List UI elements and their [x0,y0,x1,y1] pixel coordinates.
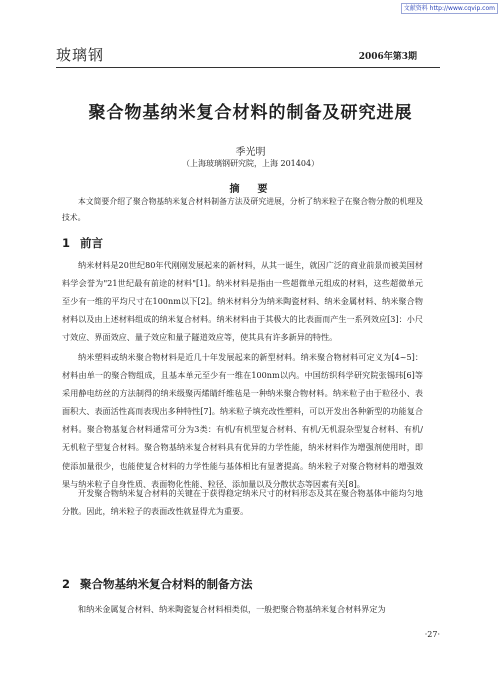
section-2-heading [62,576,253,592]
journal-name: 玻璃钢 [56,46,105,64]
watermark-stamp: 文献资料 http://www.cqvip.com [401,3,498,14]
section-2-title: 聚合物基纳米复合材料的制备方法 [80,577,253,591]
section-1-heading [62,235,103,251]
section-2-paragraph-1: 和纳米金属复合材料、纳米陶瓷复合材料相类似，一般把聚合物基纳米复合材料界定为 [78,604,386,614]
issue-label: 2006年第3期 [358,52,417,62]
section-1-number: 1 [62,236,71,250]
section-1-title: 前言 [80,236,103,250]
abstract-heading: 摘 要 [229,184,272,195]
section-2-number: 2 [62,577,71,591]
author-affiliation: （上海玻璃钢研究院，上海 201404） [181,159,320,168]
paper-title: 聚合物基纳米复合材料的制备及研究进展 [88,103,413,123]
abstract-text: 本文简要介绍了聚合物基纳米复合材料制备方法及研究进展，分析了纳米粒子在聚合物分散的机理及技术。 [62,197,423,222]
section-1-paragraph-2: 纳米塑料或纳米聚合物材料是近几十年发展起来的新型材料。纳米聚合物材料可定义为[4~5]：材料由单一的聚合物组成，且基本单元至少有一维在100nm以内。中国纺织科学研究院张锡玮[6]等采用静电纺丝的方法制得的纳米级聚丙烯睛纤维毡是一种纳米聚合物材料。纳米粒子由于粒径小、表面积大、表面活性高而表现出多种特性[7]。纳米粒子填充改性塑料，可以开发出各种新型的功能复合材料。聚合物基复合材料通常可分为3类：有机/有机型复合材料、有机/无机混杂型复合材料、有机/无机粒子型复合材料。聚合物基纳米复合材料具有优异的力学性能，纳米材料作为增强剂使用时，即使添加量很少，也能使复合材料的力学性能与基体相比有显著提高。纳米粒子对聚合物材料的增强效果与纳米粒子自身性质、表面物化性能、粒径、添加量以及分散状态等因素有关[8]。 [62,352,423,489]
section-1-paragraph-1: 纳米材料是20世纪80年代刚刚发展起来的新材料，从其一诞生，就因广泛的商业前景而被美国材料学会誉为"21世纪最有前途的材料"[1]。纳米材料是指由一些超微单元组成的材料，这些超微单元至少有一维的平均尺寸在100nm以下[2]。纳米材料分为纳米陶瓷材料、纳米金属材料、纳米聚合物材料以及由上述材料组成的纳米复合材料。纳米材料由于其极大的比表面而产生一系列效应[3]：小尺寸效应、界面效应、量子效应和量子隧道效应等，使其具有许多新异的特性。 [62,260,423,343]
page-number: ·27· [424,630,440,639]
section-1-paragraph-3: 开发聚合物纳米复合材料的关键在于获得稳定纳米尺寸的材料形态及其在聚合物基体中能均匀地分散。因此，纳米粒子的表面改性就显得尤为重要。 [62,488,423,517]
header-rule [56,67,440,68]
author-name: 季光明 [235,147,266,158]
